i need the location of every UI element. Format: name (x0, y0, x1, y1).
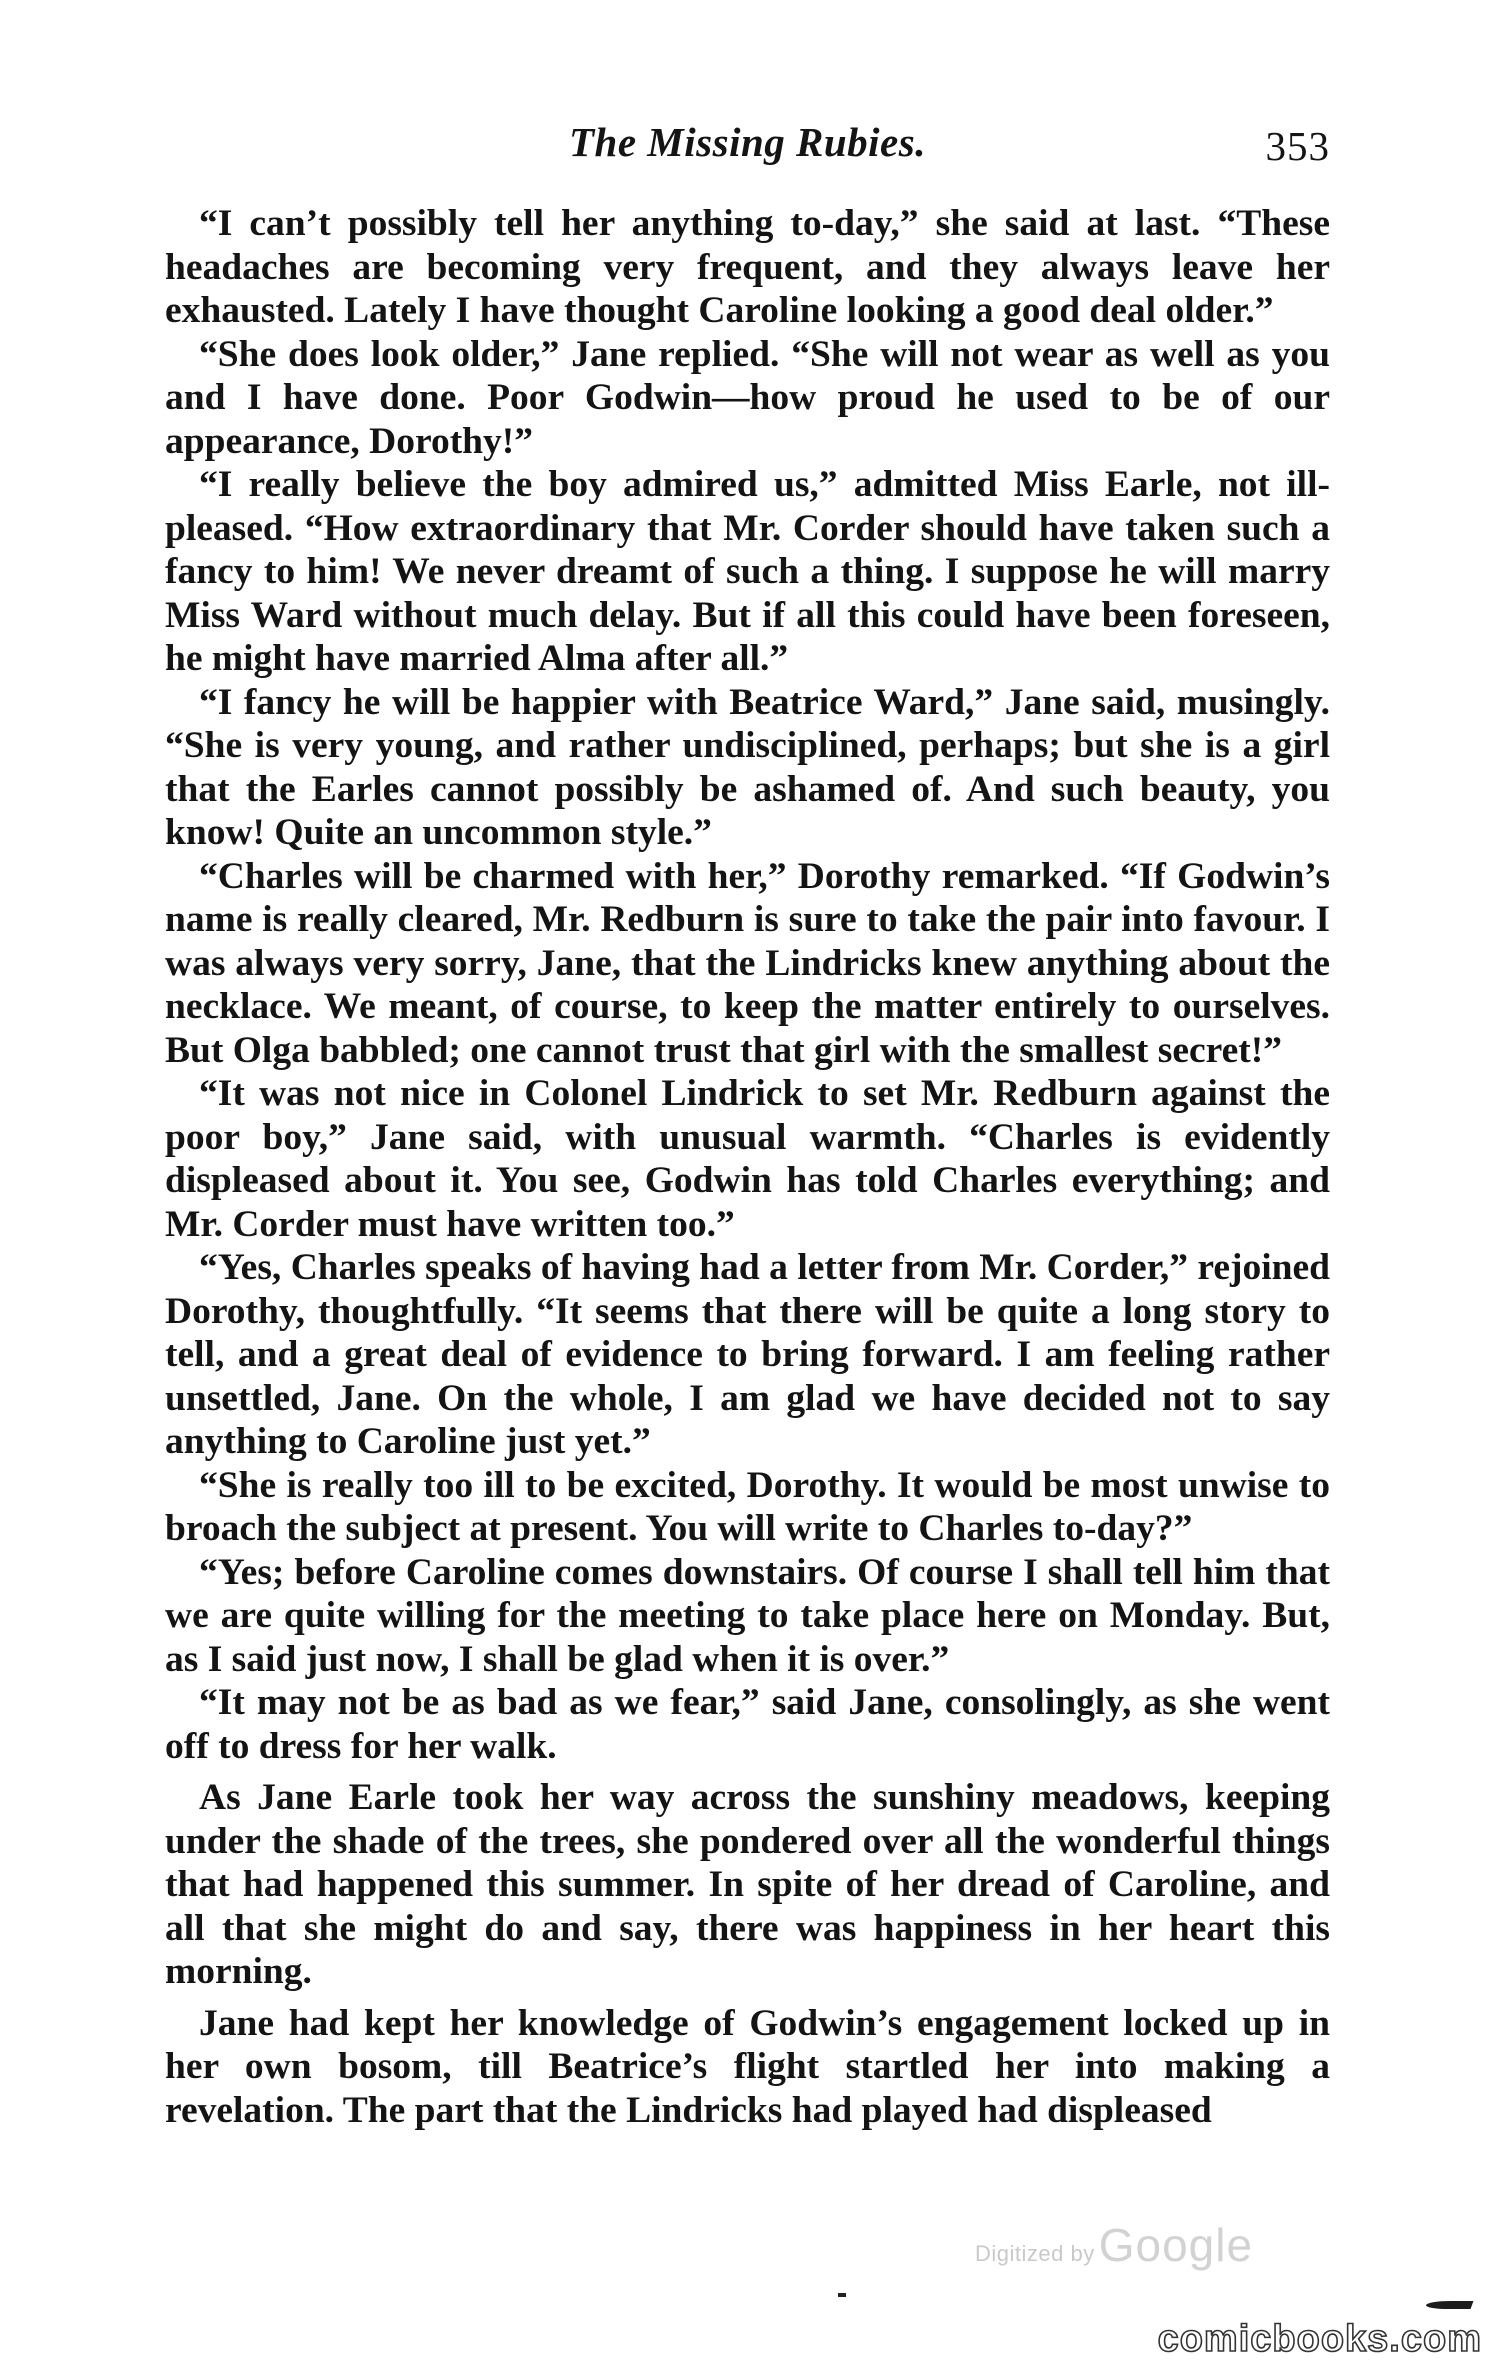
digitized-prefix: Digitized by (975, 2241, 1095, 2266)
paragraph: “I can’t possibly tell her anything to-day,” she said at last. “These headaches are becoming very frequent, and they always leave her exhausted. Lately I have thought Caroline looking a good deal older.” (165, 203, 1330, 331)
paragraph: As Jane Earle took her way across the sunshiny meadows, keeping under the shade of the trees, she pondered over all the wonderful things that had happened this summer. In spite of her dread of Caroline, and all that she might do and say, there was happiness in her heart this morning. (165, 1777, 1330, 1992)
site-watermark: comicbooks.com (1157, 2318, 1482, 2360)
paragraph: “I fancy he will be happier with Beatrice Ward,” Jane said, musingly. “She is very young, and rather undisciplined, perhaps; but she is a girl that the Earles cannot possibly be ashamed of. And such beauty, you know! Quite an uncommon style.” (165, 681, 1330, 853)
site-logo-swoosh-icon (1425, 2301, 1474, 2309)
paragraph: “I really believe the boy admired us,” admitted Miss Earle, not ill-pleased. “How extraordinary that Mr. Corder should have taken such a fancy to him! We never dreamt of such a thing. I suppose he will marry Miss Ward without much delay. But if all this could have been foreseen, he might have married Alma after all.” (165, 464, 1330, 679)
catchword-mark (838, 2293, 846, 2297)
paragraph: “She does look older,” Jane replied. “She will not wear as well as you and I have done. Poor Godwin—how proud he used to be of our appearance, Dorothy!” (165, 333, 1330, 462)
paragraph: “Yes, Charles speaks of having had a letter from Mr. Corder,” rejoined Dorothy, thoughtfully. “It seems that there will be quite a long story to tell, and a great deal of evidence to bring forward. I am feeling rather unsettled, Jane. On the whole, I am glad we have decided not to say anything to Caroline just yet.” (165, 1247, 1330, 1462)
paragraph: Jane had kept her knowledge of Godwin’s engagement locked up in her own bosom, till Beatrice’s flight startled her into making a revelation. The part that the Lindricks had played had displeased (165, 2002, 1330, 2131)
paragraph: “She is really too ill to be excited, Dorothy. It would be most unwise to broach the subject at present. You will write to Charles to-day?” (165, 1464, 1330, 1549)
running-title: The Missing Rubies. (569, 119, 926, 165)
digitized-watermark (975, 2218, 1253, 2272)
paragraph: “It may not be as bad as we fear,” said Jane, consolingly, as she went off to dress for her walk. (165, 1682, 1330, 1767)
page-number: 353 (1265, 123, 1330, 169)
paragraph: “Charles will be charmed with her,” Dorothy remarked. “If Godwin’s name is really cleared, Mr. Redburn is sure to take the pair into favour. I was always very sorry, Jane, that the Lindricks knew anything about the necklace. We meant, of course, to keep the matter entirely to ourselves. But Olga babbled; one cannot trust that girl with the smallest secret!” (165, 855, 1330, 1071)
running-head (165, 118, 1330, 178)
body-text (165, 202, 1330, 2132)
google-logo: Google (1098, 2219, 1254, 2271)
paragraph: “It was not nice in Colonel Lindrick to set Mr. Redburn against the poor boy,” Jane said, with unusual warmth. “Charles is evidently displeased about it. You see, Godwin has told Charles everything; and Mr. Corder must have written too.” (165, 1073, 1330, 1245)
paragraph: “Yes; before Caroline comes downstairs. Of course I shall tell him that we are quite willing for the meeting to take place here on Monday. But, as I said just now, I shall be glad when it is over.” (165, 1551, 1330, 1680)
